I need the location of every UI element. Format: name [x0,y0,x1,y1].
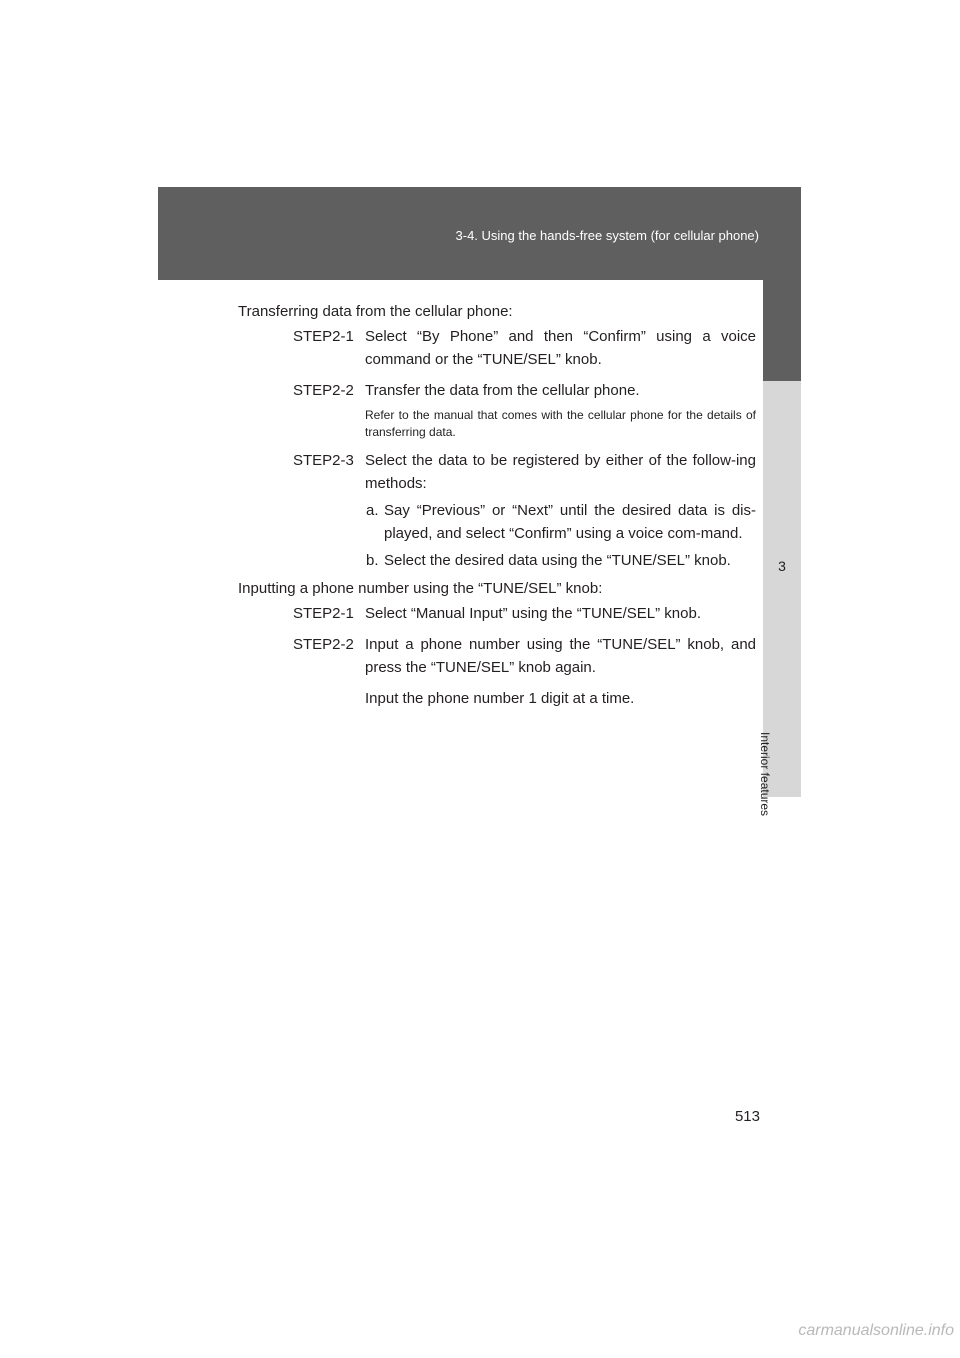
watermark-link[interactable]: carmanualsonline.info [798,1322,954,1339]
option-item [238,549,756,572]
step-note: Input the phone number 1 digit at a time. [365,690,635,707]
step-note: Refer to the manual that comes with the cellular phone for the details of transferring data. [365,408,756,439]
section-title: 3-4. Using the hands-free system (for cellular phone) [455,228,759,243]
page-number: 513 [734,1108,760,1125]
step-text: Select “By Phone” and then “Confirm” using a voice command or the “TUNE/SEL” knob. [365,328,756,368]
side-tab-top [763,280,801,381]
option-item [238,499,756,545]
page-content [238,300,756,710]
step-item [238,325,756,371]
step-item [238,379,756,402]
chapter-label-wrapper [758,630,788,817]
option-text: Say “Previous” or “Next” until the desired data is dis-played, and select “Confirm” using a voice com-mand. [384,502,756,542]
step-label: STEP2-2 [293,636,354,653]
option-text: Select the desired data using the “TUNE/SEL” knob. [384,552,731,569]
chapter-number: 3 [778,558,786,574]
step-text: Transfer the data from the cellular phone. [365,382,640,399]
option-marker: a. [366,502,379,519]
step-label: STEP2-1 [293,328,354,345]
chapter-label: Interior features [758,732,772,817]
step-text: Input a phone number using the “TUNE/SEL” knob, and press the “TUNE/SEL” knob again. [365,636,756,676]
header-band [158,187,801,280]
section-heading-transfer: Transferring data from the cellular phone: [238,303,513,320]
option-marker: b. [366,552,379,569]
step-text: Select the data to be registered by either of the follow-ing methods: [365,452,756,492]
step-label: STEP2-2 [293,382,354,399]
step-label: STEP2-1 [293,605,354,622]
step-item [238,449,756,495]
step-text: Select “Manual Input” using the “TUNE/SEL” knob. [365,605,701,622]
step-item [238,602,756,625]
step-label: STEP2-3 [293,452,354,469]
step-item [238,633,756,679]
section-heading-manual-input: Inputting a phone number using the “TUNE/SEL” knob: [238,580,603,597]
